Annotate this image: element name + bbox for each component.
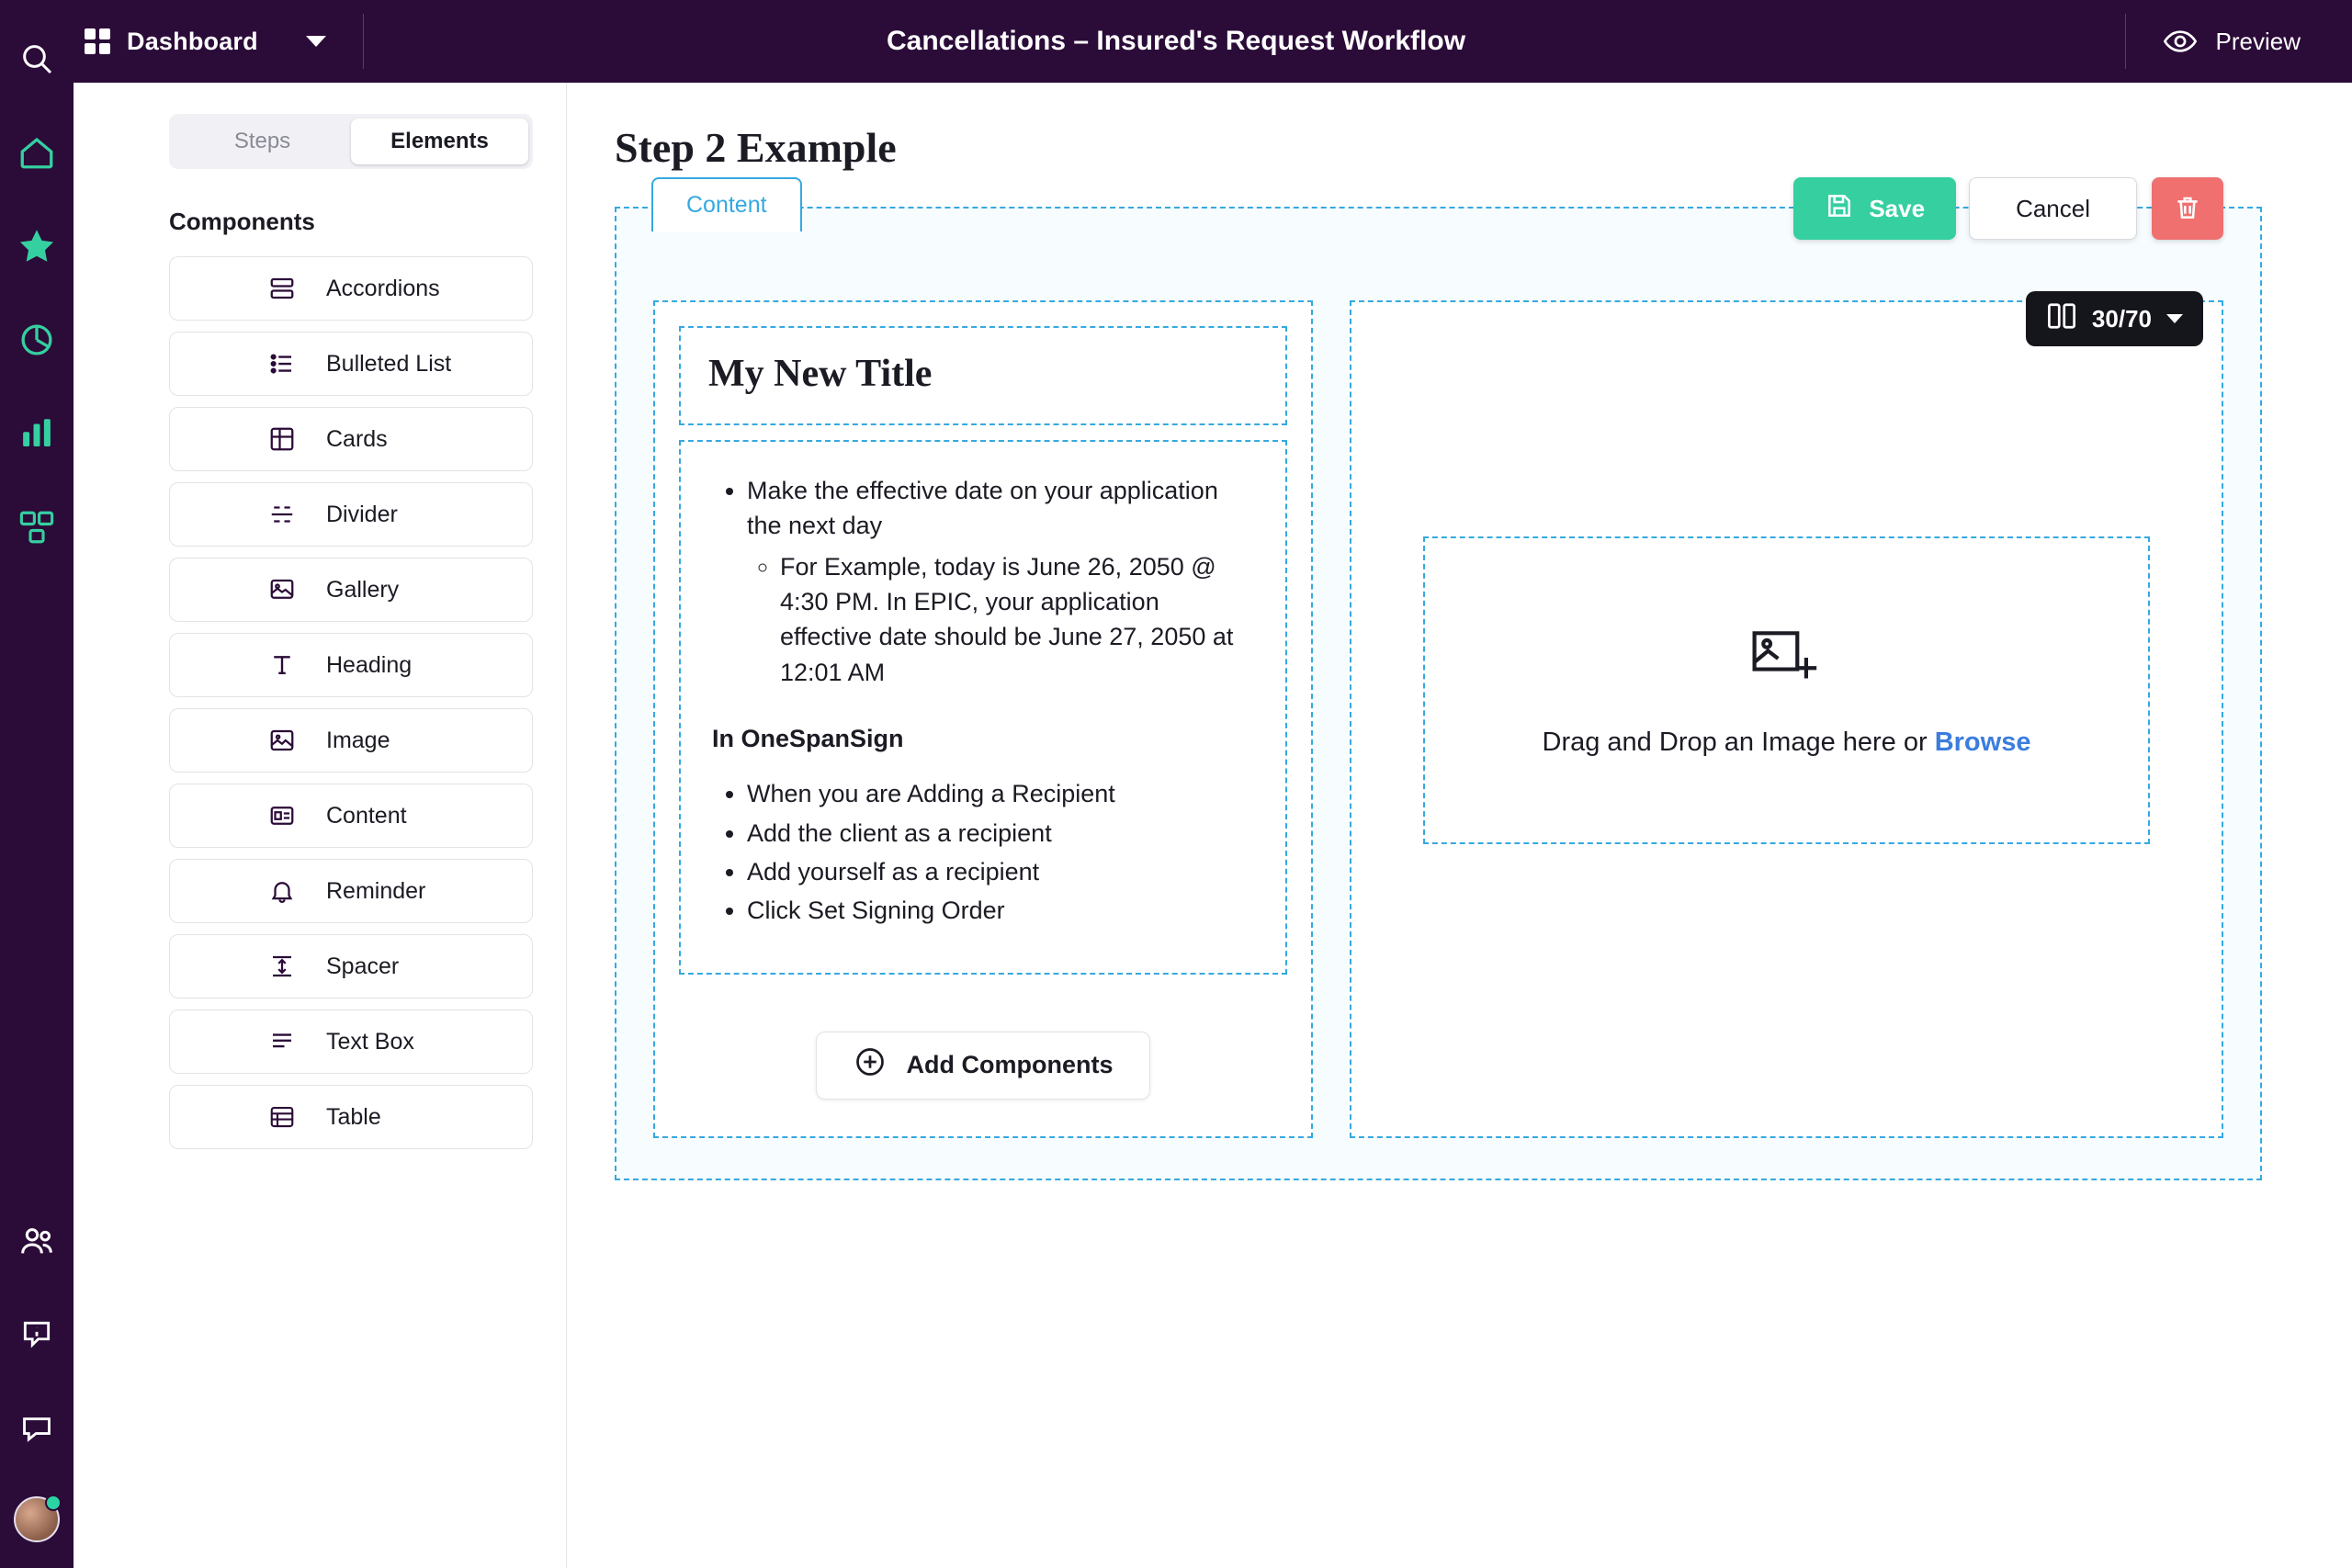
component-label: Image (326, 727, 390, 753)
cancel-button[interactable]: Cancel (1969, 177, 2137, 240)
bulleted-list (747, 473, 1254, 690)
component-label: Table (326, 1103, 381, 1130)
sidebar-tabs (169, 114, 533, 169)
content-block[interactable] (679, 440, 1287, 975)
section-toolbar (1793, 177, 2223, 240)
delete-button[interactable] (2152, 177, 2223, 240)
users-icon[interactable] (11, 1215, 62, 1267)
list-item: • Add the client as a recipient (747, 816, 1254, 851)
save-label: Save (1869, 194, 1926, 222)
component-accordions[interactable] (169, 256, 533, 321)
chat-icon[interactable] (11, 1403, 62, 1454)
reminder-icon (253, 877, 311, 905)
dropzone-text (1543, 728, 2031, 758)
list-item: ◦ For Example, today is June 26, 2050 @ 4:30 PM. In EPIC, your application effective date should be June 27, 2050 at 12:01 AM (780, 549, 1254, 690)
component-label: Bulleted List (326, 350, 452, 377)
nested-list (780, 549, 1254, 690)
component-gallery[interactable] (169, 558, 533, 622)
workflow-icon[interactable] (11, 502, 62, 553)
content-icon (253, 802, 311, 829)
dropzone-label: Drag and Drop an Image here or (1542, 727, 1935, 757)
dashboard-label: Dashboard (127, 27, 258, 55)
left-column (653, 300, 1313, 1138)
sidebar (74, 83, 567, 1568)
component-spacer[interactable] (169, 934, 533, 998)
table-icon (253, 1103, 311, 1131)
components-title: Components (169, 208, 315, 235)
add-components-wrap (679, 1032, 1287, 1100)
section-tab-content[interactable]: Content (651, 177, 802, 231)
component-label: Spacer (326, 953, 400, 979)
pie-chart-icon[interactable] (11, 314, 62, 366)
image-icon (253, 727, 311, 754)
divider (363, 14, 364, 69)
component-content[interactable] (169, 784, 533, 848)
component-cards[interactable] (169, 407, 533, 471)
heading-text: My New Title (708, 353, 933, 395)
right-column (1350, 300, 2223, 1138)
component-label: Content (326, 802, 407, 829)
accordions-icon (253, 275, 311, 302)
list-item (747, 473, 1254, 690)
component-text-box[interactable] (169, 1010, 533, 1074)
list-item: • Add yourself as a recipient (747, 854, 1254, 889)
divider-icon (253, 501, 311, 528)
text-box-icon (253, 1028, 311, 1055)
info-icon[interactable] (11, 1309, 62, 1360)
component-label: Text Box (326, 1028, 414, 1055)
component-reminder[interactable] (169, 859, 533, 923)
chevron-down-icon[interactable] (306, 36, 326, 47)
chevron-down-icon (2166, 314, 2183, 323)
page-title: Step 2 Example (615, 124, 897, 171)
heading-icon (253, 651, 311, 679)
tab-steps[interactable]: Steps (233, 129, 291, 153)
list-item: • Click Set Signing Order (747, 893, 1254, 928)
component-label: Reminder (326, 877, 426, 904)
body (0, 83, 2352, 1568)
page-header-title: Cancellations – Insured's Request Workflow (886, 26, 1466, 56)
top-bar (0, 0, 2352, 83)
content-section (615, 192, 2262, 1180)
component-label: Cards (326, 425, 388, 452)
avatar-status-badge (45, 1495, 62, 1511)
component-image[interactable] (169, 708, 533, 773)
sub-heading: In OneSpanSign (712, 724, 904, 752)
component-bulleted-list[interactable] (169, 332, 533, 396)
save-icon (1825, 191, 1854, 227)
columns-icon (2046, 302, 2077, 336)
avatar[interactable] (14, 1496, 60, 1542)
component-label: Heading (326, 651, 413, 678)
component-label: Accordions (326, 275, 440, 301)
preview-button[interactable] (2125, 14, 2352, 69)
spacer-icon (253, 953, 311, 980)
left-rail (0, 0, 74, 1568)
bar-chart-icon[interactable] (11, 408, 62, 459)
tab-elements[interactable]: Elements (351, 118, 528, 164)
list-item: • When you are Adding a Recipient (747, 776, 1254, 811)
add-components-button[interactable] (816, 1032, 1151, 1100)
canvas (567, 83, 2352, 1568)
image-dropzone[interactable] (1423, 536, 2150, 844)
trash-icon (2173, 193, 2202, 225)
image-add-icon (1748, 624, 1826, 696)
home-icon[interactable] (11, 127, 62, 178)
component-divider[interactable] (169, 482, 533, 547)
plus-circle-icon (854, 1045, 887, 1085)
bulleted-list-icon (253, 350, 311, 378)
eye-icon (2163, 24, 2198, 59)
ratio-label: 30/70 (2091, 304, 2152, 333)
save-button[interactable] (1793, 177, 1956, 240)
divider (2125, 14, 2126, 69)
list-item-text: Make the effective date on your application the next day (747, 477, 1218, 540)
component-label: Gallery (326, 576, 400, 603)
search-icon[interactable] (11, 33, 62, 85)
grid-icon (85, 28, 110, 54)
preview-label: Preview (2215, 27, 2301, 55)
heading-block[interactable] (679, 326, 1287, 425)
browse-link[interactable]: Browse (1934, 727, 2031, 757)
components-list (74, 256, 566, 1149)
component-heading[interactable] (169, 633, 533, 697)
component-label: Divider (326, 501, 398, 527)
column-ratio-selector[interactable] (2026, 291, 2203, 346)
component-table[interactable] (169, 1085, 533, 1149)
cards-icon (253, 425, 311, 453)
bulleted-list-secondary (747, 776, 1254, 928)
gallery-icon (253, 576, 311, 604)
add-components-label: Add Components (906, 1051, 1114, 1079)
columns (653, 300, 2223, 1138)
star-icon[interactable] (11, 220, 62, 272)
